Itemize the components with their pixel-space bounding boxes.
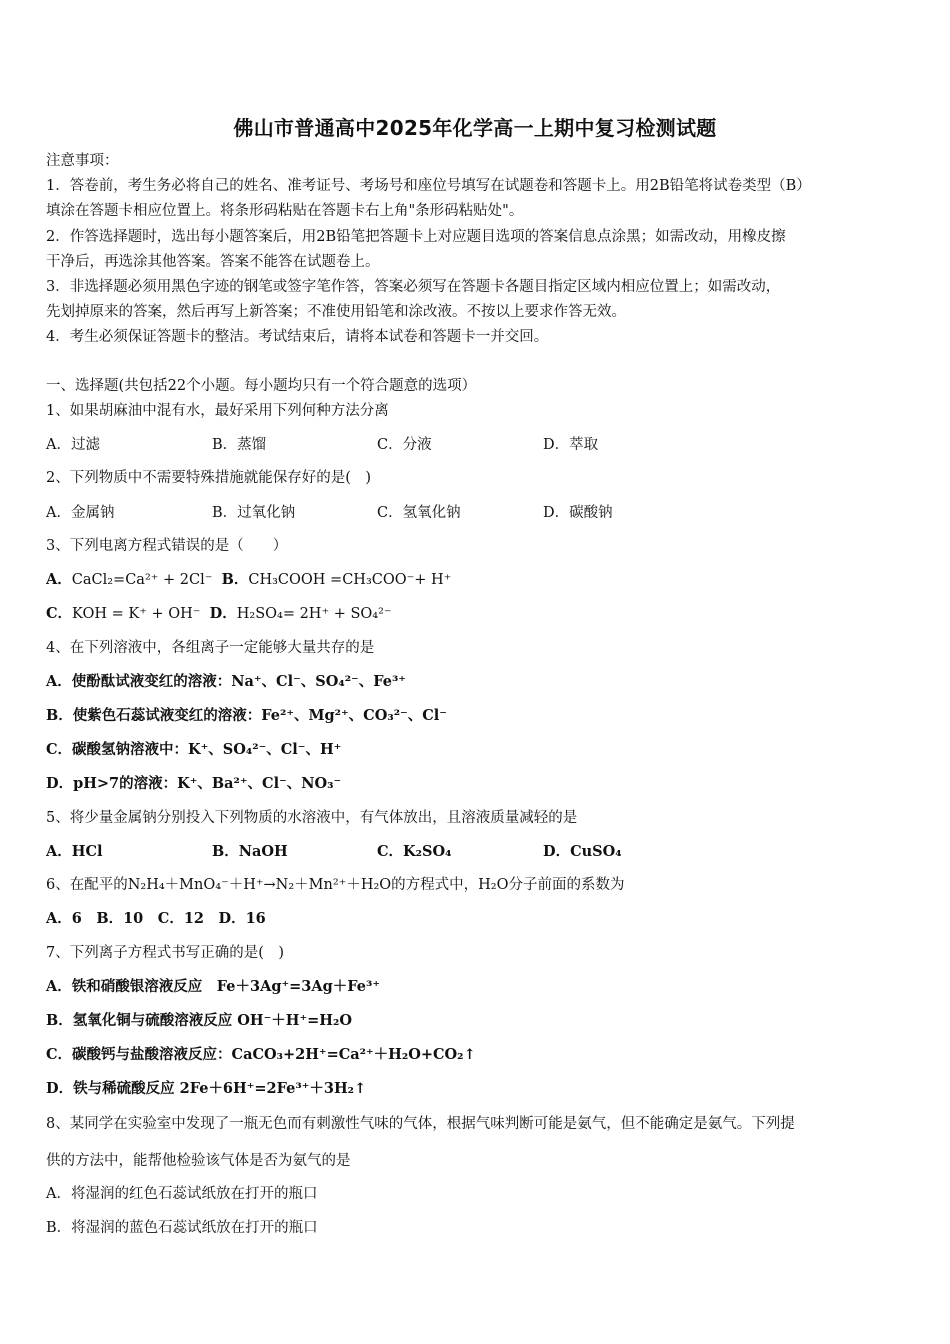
q3-option-b-label: B． [221,571,249,588]
q3-options-cd [46,604,916,624]
question-7-stem: 7、下列离子方程式书写正确的是( ) [46,945,285,961]
q4-option-b: B．使紫色石蕊试液变红的溶液：Fe²⁺、Mg²⁺、CO₃²⁻、Cl⁻ [46,707,447,724]
notes-line: 2．作答选择题时，选出每小题答案后，用2B铅笔把答题卡上对应题目选项的答案信息点涂黑；如需改动，用橡皮擦 [46,229,786,245]
q3-option-c: KOH = K⁺ + OH⁻ [72,606,201,622]
q8-option-b: B．将湿润的蓝色石蕊试纸放在打开的瓶口 [46,1220,318,1236]
question-2-stem: 2、下列物质中不需要特殊措施就能保存好的是( ) [46,470,372,486]
q4-option-d: D．pH>7的溶液：K⁺、Ba²⁺、Cl⁻、NO₃⁻ [46,775,342,792]
notes-heading: 注意事项： [46,153,119,169]
q1-option-a: A．过滤 [46,437,100,453]
q2-option-a: A．金属钠 [46,505,115,521]
section-heading: 一、选择题(共包括22个小题。每小题均只有一个符合题意的选项） [46,378,477,394]
question-3-stem: 3、下列电离方程式错误的是（ ） [46,538,288,554]
page-title: 佛山市普通高中2025年化学高一上期中复习检测试题 [233,116,717,140]
question-4-stem: 4、在下列溶液中，各组离子一定能够大量共存的是 [46,640,375,656]
q5-option-a: A．HCl [46,843,103,860]
q7-option-c: C．碳酸钙与盐酸溶液反应：CaCO₃+2H⁺=Ca²⁺＋H₂O+CO₂↑ [46,1046,476,1063]
question-8-stem-cont: 供的方法中，能帮他检验该气体是否为氨气的是 [46,1153,351,1169]
q2-option-c: C．氢氧化钠 [377,505,461,521]
q5-option-c: C．K₂SO₄ [377,843,452,860]
q3-option-b: CH₃COOH =CH₃COO⁻+ H⁺ [248,572,452,588]
notes-line: 4．考生必须保证答题卡的整洁。考试结束后，请将本试卷和答题卡一并交回。 [46,329,549,345]
q7-option-a: A．铁和硝酸银溶液反应 Fe＋3Ag⁺=3Ag＋Fe³⁺ [46,978,380,995]
q3-option-d: H₂SO₄= 2H⁺ + SO₄²⁻ [236,606,392,622]
q5-option-b: B．NaOH [212,843,288,860]
q1-option-c: C．分液 [377,437,432,453]
q3-option-c-label: C． [46,605,73,622]
question-5-stem: 5、将少量金属钠分别投入下列物质的水溶液中，有气体放出，且溶液质量减轻的是 [46,810,578,826]
q3-option-d-label: D． [209,605,237,622]
q1-option-d: D．萃取 [543,437,599,453]
q3-options-ab [46,570,916,590]
notes-line: 填涂在答题卡相应位置上。将条形码粘贴在答题卡右上角"条形码粘贴处"。 [46,203,524,219]
q3-option-a: CaCl₂=Ca²⁺ + 2Cl⁻ [71,572,213,588]
q4-option-c: C．碳酸氢钠溶液中：K⁺、SO₄²⁻、Cl⁻、H⁺ [46,741,342,758]
question-6-stem: 6、在配平的N₂H₄＋MnO₄⁻＋H⁺→N₂＋Mn²⁺＋H₂O的方程式中，H₂O分子前面的系数为 [46,877,625,893]
notes-line: 1．答卷前，考生务必将自己的姓名、准考证号、考场号和座位号填写在试题卷和答题卡上。用2B铅笔将试卷类型（B） [46,178,811,194]
notes-line: 3．非选择题必须用黑色字迹的钢笔或签字笔作答，答案必须写在答题卡各题目指定区域内相应位置上；如需改动， [46,279,781,295]
q7-option-b: B．氢氧化铜与硫酸溶液反应 OH⁻＋H⁺=H₂O [46,1012,352,1029]
q7-option-d: D．铁与稀硫酸反应 2Fe＋6H⁺=2Fe³⁺＋3H₂↑ [46,1080,367,1097]
q5-option-d: D．CuSO₄ [543,843,622,860]
notes-line: 先划掉原来的答案，然后再写上新答案；不准使用铅笔和涂改液。不按以上要求作答无效。 [46,304,626,320]
question-1-stem: 1、如果胡麻油中混有水，最好采用下列何种方法分离 [46,403,389,419]
notes-line: 干净后，再选涂其他答案。答案不能答在试题卷上。 [46,254,380,270]
question-8-stem: 8、某同学在实验室中发现了一瓶无色而有刺激性气味的气体，根据气味判断可能是氨气，但不能确定是氨气。下列提 [46,1116,795,1132]
q2-option-d: D．碳酸钠 [543,505,613,521]
q8-option-a: A．将湿润的红色石蕊试纸放在打开的瓶口 [46,1186,318,1202]
q1-option-b: B．蒸馏 [212,437,267,453]
q3-option-a-label: A． [46,571,72,588]
q2-option-b: B．过氧化钠 [212,505,296,521]
q6-options: A．6 B．10 C．12 D．16 [46,910,266,927]
q4-option-a: A．使酚酞试液变红的溶液：Na⁺、Cl⁻、SO₄²⁻、Fe³⁺ [46,673,406,690]
